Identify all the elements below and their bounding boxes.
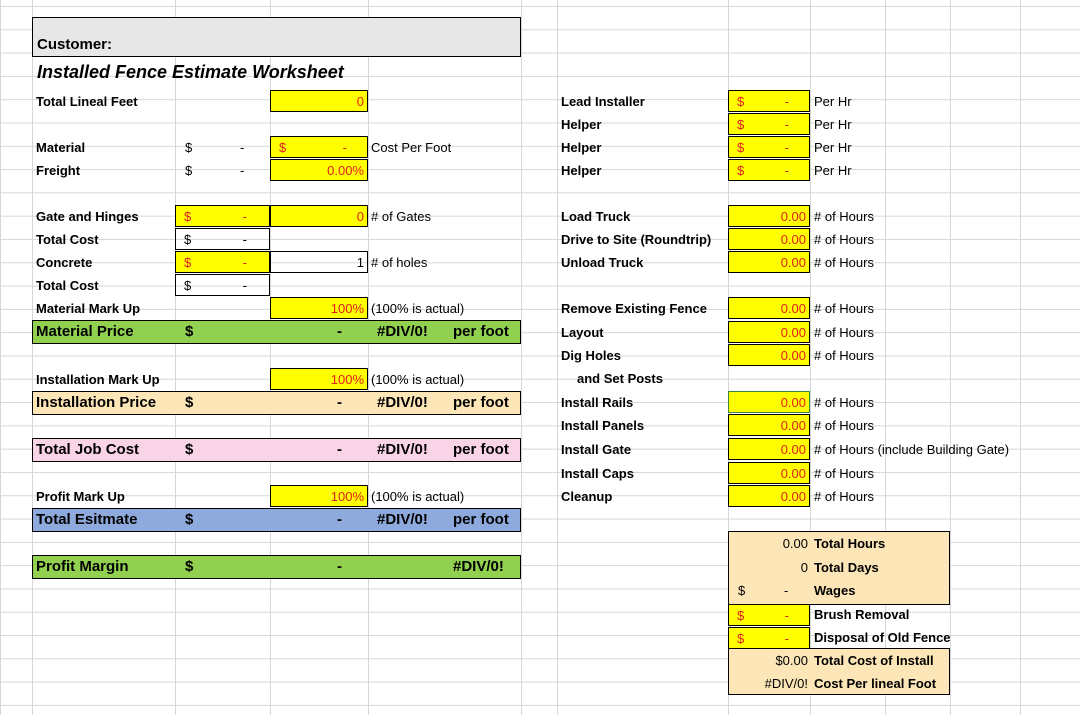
task-unit-install-gate: # of Hours (include Building Gate) — [814, 442, 1010, 457]
material-price-label: Material Price — [36, 323, 134, 340]
freight-dollar: $ — [185, 163, 193, 178]
disposal-dash: - — [784, 631, 789, 646]
total-job-cost-unit: per foot — [453, 441, 509, 458]
rate-dollar-lead: $ — [737, 94, 745, 109]
task-hours-install-rails[interactable]: 0.00 — [728, 391, 810, 413]
material-dash: - — [240, 140, 245, 155]
total-estimate-dollar: $ — [185, 511, 194, 528]
concrete-label: Concrete — [36, 255, 93, 270]
task-unit-cleanup: # of Hours — [814, 489, 874, 504]
task-hours-drive[interactable]: 0.00 — [728, 228, 810, 250]
gate-total-cost-value — [175, 228, 270, 250]
task-hours-install-gate[interactable]: 0.00 — [728, 438, 810, 460]
task-hours-remove-fence[interactable]: 0.00 — [728, 297, 810, 319]
material-markup-note: (100% is actual) — [371, 301, 465, 316]
rate-label-helper-3: Helper — [561, 163, 602, 178]
disposal-label: Disposal of Old Fence — [814, 630, 951, 645]
profit-margin-dollar: $ — [185, 558, 194, 575]
rate-dash-helper-2: - — [784, 140, 789, 155]
rate-dollar-helper-1: $ — [737, 117, 745, 132]
task-hours-install-caps[interactable]: 0.00 — [728, 462, 810, 484]
rate-label-helper-1: Helper — [561, 117, 602, 132]
gate-hinges-dollar: $ — [184, 209, 192, 224]
total-job-cost-dash: - — [337, 441, 342, 458]
rate-unit-lead: Per Hr — [814, 94, 852, 109]
customer-field[interactable] — [32, 17, 521, 57]
profit-markup-input[interactable]: 100% — [270, 485, 368, 507]
installation-price-dash: - — [337, 394, 342, 411]
freight-label: Freight — [36, 163, 81, 178]
gate-total-cost-dollar: $ — [184, 232, 192, 247]
holes-count-input[interactable]: 1 — [270, 251, 368, 273]
rate-input-lead[interactable] — [728, 90, 810, 112]
material-price-dollar: $ — [185, 323, 194, 340]
disposal-input[interactable] — [728, 627, 810, 649]
task-hours-layout[interactable]: 0.00 — [728, 321, 810, 343]
total-install-label: Total Cost of Install — [814, 653, 934, 668]
profit-markup-note: (100% is actual) — [371, 489, 465, 504]
holes-count-note: # of holes — [371, 255, 428, 270]
installation-price-dollar: $ — [185, 394, 194, 411]
total-install-value: $0.00 — [775, 653, 808, 668]
total-estimate-label: Total Esitmate — [36, 511, 138, 528]
rate-label-lead: Lead Installer — [561, 94, 645, 109]
material-cost-input[interactable] — [270, 136, 368, 158]
material-cost-dollar: $ — [279, 140, 287, 155]
profit-margin-div: #DIV/0! — [453, 558, 504, 575]
total-estimate-unit: per foot — [453, 511, 509, 528]
total-days-label: Total Days — [814, 560, 879, 575]
material-price-band — [32, 320, 521, 344]
task-label-install-panels: Install Panels — [561, 418, 645, 433]
concrete-dollar: $ — [184, 255, 192, 270]
gate-hinges-cost-input[interactable] — [175, 205, 270, 227]
brush-removal-label: Brush Removal — [814, 607, 910, 622]
concrete-dash: - — [242, 255, 247, 270]
task-unit-dig-holes: # of Hours — [814, 348, 874, 363]
material-price-unit: per foot — [453, 323, 509, 340]
concrete-total-cost-label: Total Cost — [36, 278, 99, 293]
brush-removal-input[interactable] — [728, 604, 810, 626]
material-price-dash: - — [337, 323, 342, 340]
cost-per-foot-value: #DIV/0! — [764, 676, 808, 691]
task-unit-install-rails: # of Hours — [814, 395, 874, 410]
concrete-total-cost-value — [175, 274, 270, 296]
installation-markup-label: Installation Mark Up — [36, 372, 160, 387]
task-unit-install-panels: # of Hours — [814, 418, 874, 433]
rate-dash-helper-3: - — [784, 163, 789, 178]
material-cost-dash: - — [342, 140, 347, 155]
rate-label-helper-2: Helper — [561, 140, 602, 155]
task-unit-drive: # of Hours — [814, 232, 874, 247]
gate-total-cost-label: Total Cost — [36, 232, 99, 247]
rate-unit-helper-3: Per Hr — [814, 163, 852, 178]
rate-unit-helper-2: Per Hr — [814, 140, 852, 155]
task-unit-unload: # of Hours — [814, 255, 874, 270]
total-job-cost-band — [32, 438, 521, 462]
gate-hinges-label: Gate and Hinges — [36, 209, 139, 224]
material-markup-label: Material Mark Up — [36, 301, 141, 316]
installation-markup-input[interactable]: 100% — [270, 368, 368, 390]
total-job-cost-label: Total Job Cost — [36, 441, 140, 458]
concrete-total-cost-dash: - — [242, 278, 247, 293]
task-unit-remove-fence: # of Hours — [814, 301, 874, 316]
wages-dollar: $ — [738, 583, 746, 598]
disposal-dollar: $ — [737, 631, 745, 646]
task-label-load-truck: Load Truck — [561, 209, 631, 224]
task-unit-install-caps: # of Hours — [814, 466, 874, 481]
brush-removal-dollar: $ — [737, 608, 745, 623]
rate-dash-helper-1: - — [784, 117, 789, 132]
task-label-install-gate: Install Gate — [561, 442, 632, 457]
profit-markup-label: Profit Mark Up — [36, 489, 125, 504]
total-hours-value: 0.00 — [782, 536, 808, 551]
task-label-install-rails: Install Rails — [561, 395, 634, 410]
customer-label: Customer: — [37, 36, 113, 53]
material-price-div: #DIV/0! — [377, 323, 428, 340]
profit-margin-dash: - — [337, 558, 342, 575]
wages-dash: - — [784, 583, 789, 598]
task-hours-cleanup[interactable]: 0.00 — [728, 485, 810, 507]
task-label-install-caps: Install Caps — [561, 466, 634, 481]
rate-input-helper-3[interactable] — [728, 159, 810, 181]
task-label-unload: Unload Truck — [561, 255, 644, 270]
total-hours-label: Total Hours — [814, 536, 886, 551]
task-hours-load-truck[interactable]: 0.00 — [728, 205, 810, 227]
material-markup-input[interactable]: 100% — [270, 297, 368, 319]
total-job-cost-div: #DIV/0! — [377, 441, 428, 458]
material-dollar: $ — [185, 140, 193, 155]
rate-dollar-helper-3: $ — [737, 163, 745, 178]
brush-removal-dash: - — [784, 608, 789, 623]
freight-percent-input[interactable]: 0.00% — [270, 159, 368, 181]
task-hours-install-panels[interactable]: 0.00 — [728, 414, 810, 436]
task-unit-load-truck: # of Hours — [814, 209, 874, 224]
wages-label: Wages — [814, 583, 856, 598]
cost-per-foot-label: Cost Per lineal Foot — [814, 676, 937, 691]
task-label-drive: Drive to Site (Roundtrip) — [561, 232, 712, 247]
total-days-value: 0 — [800, 560, 808, 575]
task-label-layout: Layout — [561, 325, 604, 340]
task-label-dig-holes: Dig Holes — [561, 348, 621, 363]
task-hours-unload[interactable]: 0.00 — [728, 251, 810, 273]
rate-input-helper-2[interactable] — [728, 136, 810, 158]
task-unit-layout: # of Hours — [814, 325, 874, 340]
installation-price-unit: per foot — [453, 394, 509, 411]
total-lineal-feet-input[interactable]: 0 — [270, 90, 368, 112]
total-job-cost-dollar: $ — [185, 441, 194, 458]
profit-margin-band — [32, 555, 521, 579]
rate-dollar-helper-2: $ — [737, 140, 745, 155]
total-estimate-dash: - — [337, 511, 342, 528]
gate-hinges-dash: - — [242, 209, 247, 224]
installation-price-label: Installation Price — [36, 394, 157, 411]
rate-input-helper-1[interactable] — [728, 113, 810, 135]
material-cost-note: Cost Per Foot — [371, 140, 452, 155]
task-hours-dig-holes[interactable]: 0.00 — [728, 344, 810, 366]
concrete-cost-input[interactable] — [175, 251, 270, 273]
material-label: Material — [36, 140, 86, 155]
total-estimate-band — [32, 508, 521, 532]
total-lineal-feet-label: Total Lineal Feet — [36, 94, 138, 109]
rate-dash-lead: - — [784, 94, 789, 109]
installation-price-div: #DIV/0! — [377, 394, 428, 411]
gate-count-note: # of Gates — [371, 209, 431, 224]
concrete-total-cost-dollar: $ — [184, 278, 192, 293]
gate-count-input[interactable]: 0 — [270, 205, 368, 227]
task-label-cleanup: Cleanup — [561, 489, 613, 504]
rate-unit-helper-1: Per Hr — [814, 117, 852, 132]
installation-markup-note: (100% is actual) — [371, 372, 465, 387]
task-label-remove-fence: Remove Existing Fence — [561, 301, 707, 316]
freight-dash: - — [240, 163, 245, 178]
worksheet-title: Installed Fence Estimate Worksheet — [37, 62, 344, 82]
task-label-set-posts: and Set Posts — [577, 371, 663, 386]
installation-price-band — [32, 391, 521, 415]
total-estimate-div: #DIV/0! — [377, 511, 428, 528]
profit-margin-label: Profit Margin — [36, 558, 129, 575]
gate-total-cost-dash: - — [242, 232, 247, 247]
